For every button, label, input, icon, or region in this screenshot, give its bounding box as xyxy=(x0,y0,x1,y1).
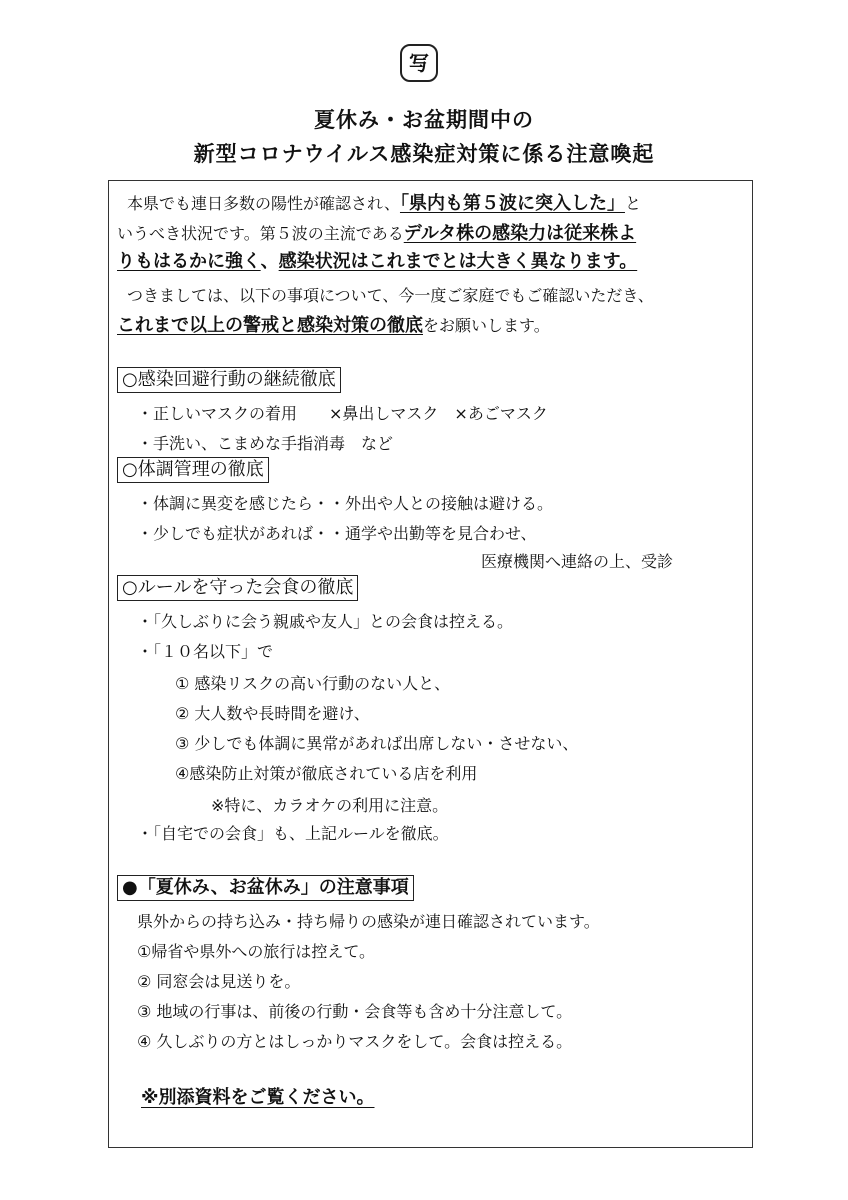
list-item: ・正しいマスクの着用 ×鼻出しマスク ×あごマスク xyxy=(137,404,548,423)
copy-stamp: 写 xyxy=(400,44,438,82)
intro-text: いうべき状況です。第５波の主流である xyxy=(117,224,404,243)
intro-text: 本県でも連日多数の陽性が確認され、 xyxy=(127,194,400,213)
list-item: ・手洗い、こまめな手指消毒 など xyxy=(137,434,394,453)
intro-line-3 xyxy=(117,247,637,273)
intro-emphasis: りもはるかに強く xyxy=(117,251,261,272)
intro-line-2 xyxy=(117,219,636,245)
intro-line-4: つきましては、以下の事項について、今一度ご家庭でもご確認いただき、 xyxy=(127,286,654,305)
section-lead: 県外からの持ち込み・持ち帰りの感染が連日確認されています。 xyxy=(137,912,600,931)
sub-item: ② 大人数や長時間を避け、 xyxy=(175,704,370,723)
list-item: ③ 地域の行事は、前後の行動・会食等も含め十分注意して。 xyxy=(137,1002,573,1021)
attachment-note: ※別添資料をご覧ください。 xyxy=(141,1087,375,1108)
list-item-continuation: 医療機関へ連絡の上、受診 xyxy=(481,552,674,571)
intro-text: 、 xyxy=(260,251,279,272)
karaoke-note: ※特に、カラオケの利用に注意。 xyxy=(211,796,449,815)
list-item: ・「自宅での会食」も、上記ルールを徹底。 xyxy=(137,824,449,843)
intro-text: をお願いします。 xyxy=(423,316,550,335)
list-item: ・「久しぶりに会う親戚や友人」との会食は控える。 xyxy=(137,612,514,631)
list-item: ・「１０名以下」で xyxy=(137,642,274,661)
list-item: ② 同窓会は見送りを。 xyxy=(137,972,301,991)
intro-line-5 xyxy=(117,311,550,337)
section-header-summer-holiday: ●「夏休み、お盆休み」の注意事項 xyxy=(117,875,414,901)
sub-item: ① 感染リスクの高い行動のない人と、 xyxy=(175,674,451,693)
section-header-dining-rules: ○ルールを守った会食の徹底 xyxy=(117,575,358,601)
title-line-1: 夏休み・お盆期間中の xyxy=(314,108,534,132)
list-item: ①帰省や県外への旅行は控えて。 xyxy=(137,942,376,961)
intro-emphasis: 感染状況はこれまでとは大きく異なります。 xyxy=(278,251,638,272)
sub-item: ③ 少しでも体調に異常があれば出席しない・させない、 xyxy=(175,734,579,753)
intro-line-1 xyxy=(127,189,641,215)
list-item: ・体調に異変を感じたら・・外出や人との接触は避ける。 xyxy=(137,494,554,513)
notice-frame xyxy=(108,180,753,1148)
title-line-2: 新型コロナウイルス感染症対策に係る注意喚起 xyxy=(193,142,655,166)
intro-emphasis: 「県内も第５波に突入した」 xyxy=(399,193,625,214)
section-header-health-management: ○体調管理の徹底 xyxy=(117,457,269,483)
sub-item: ④感染防止対策が徹底されている店を利用 xyxy=(175,764,478,783)
list-item: ・少しでも症状があれば・・通学や出勤等を見合わせ、 xyxy=(137,524,537,543)
intro-emphasis: デルタ株の感染力は従来株よ xyxy=(403,223,637,244)
section-header-infection-avoidance: ○感染回避行動の継続徹底 xyxy=(117,367,341,393)
list-item: ④ 久しぶりの方とはしっかりマスクをして。会食は控える。 xyxy=(137,1032,573,1051)
intro-emphasis: これまで以上の警戒と感染対策の徹底 xyxy=(117,315,423,336)
intro-text: と xyxy=(624,194,641,213)
